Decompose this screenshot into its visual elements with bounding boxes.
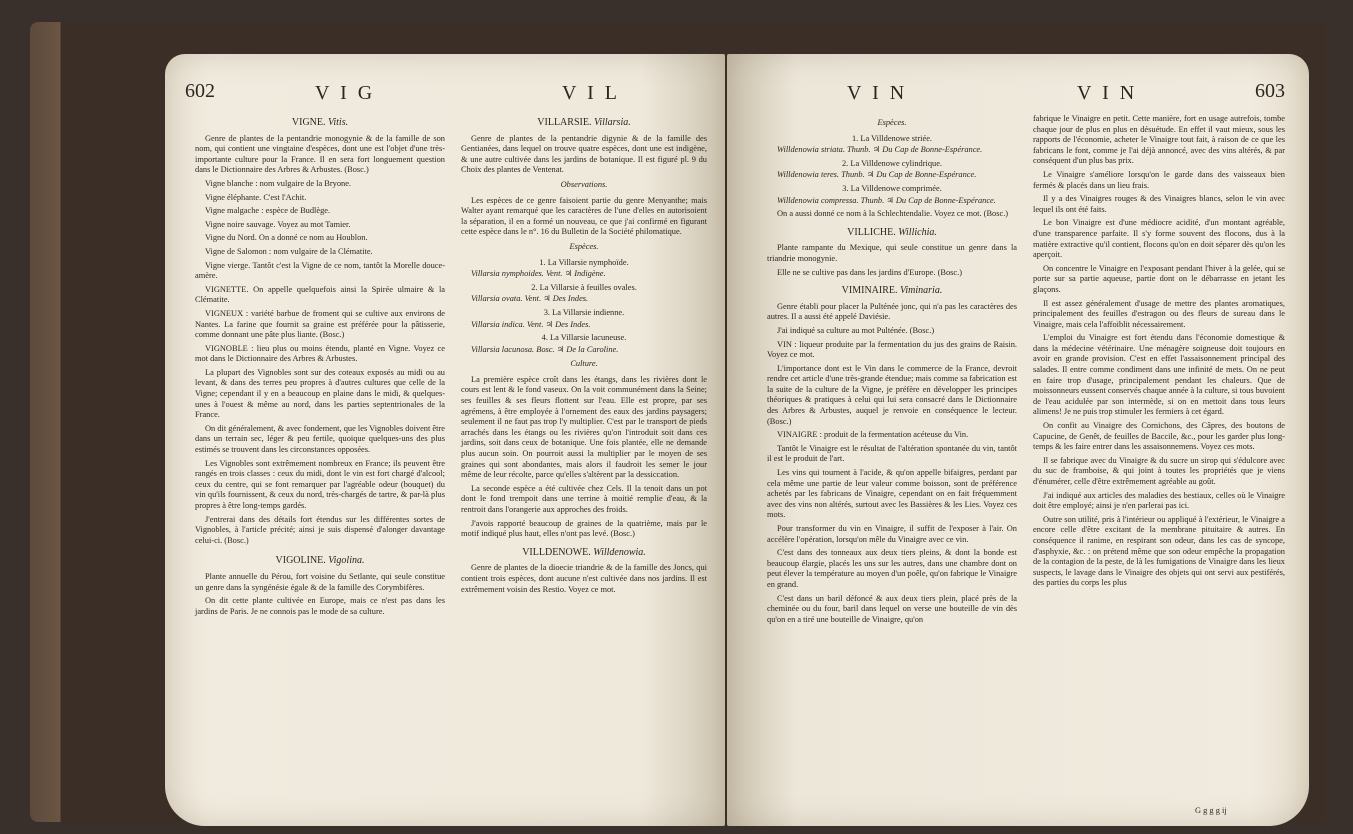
entry: Vigne malgache : espèce de Budlège. bbox=[205, 206, 331, 216]
paragraph: J'ai indiqué aux articles des maladies des bestiaux, celles où le Vinaigre doit être employé; ainsi je n'en parlerai pas ici. bbox=[1033, 490, 1285, 511]
species-latin: Villarsia ovata. Vent. ♃ Des Indes. bbox=[471, 294, 589, 304]
entry: Vigne éléphante. C'est l'Achit. bbox=[205, 192, 307, 202]
running-head: V I N bbox=[1077, 82, 1138, 104]
paragraph: La plupart des Vignobles sont sur des coteaux exposés au midi ou au levant, & dans des terres peu propres à d'autres cultures que celle de la Vigne; cependant il y en a beaucoup en plaine dans le midi, & quelques-unes à l'ouest & même au nord, dans les parties septentrionales de la France. bbox=[195, 367, 445, 420]
paragraph: Tantôt le Vinaigre est le résultat de l'altération spontanée du vin, tantôt il est le produit de l'art. bbox=[767, 443, 1017, 464]
right-column-2 bbox=[1033, 114, 1285, 592]
paragraph: On concentre le Vinaigre en l'exposant pendant l'hiver à la gelée, qui se porte sur sa partie aqueuse, partie dont on le débarrasse en jetant les glaçons. bbox=[1033, 263, 1285, 294]
right-page bbox=[727, 54, 1309, 826]
paragraph: Il se fabrique avec du Vinaigre & du sucre un sirop qui s'édulcore avec du suc de framboise, & qui joint à toutes les propriétés que je viens d'énumérer, celle d'être extrêmement agréable au goût. bbox=[1033, 455, 1285, 486]
entry: Vigne vierge. Tantôt c'est la Vigne de ce nom, tantôt la Morelle douce-amère. bbox=[195, 260, 445, 281]
species-item: 2. La Villarsie à feuilles ovales. bbox=[531, 282, 637, 292]
paragraph: Elle ne se cultive pas dans les jardins d'Europe. (Bosc.) bbox=[777, 267, 963, 277]
species-item: 1. La Villarsie nymphoïde. bbox=[539, 257, 629, 267]
running-head: V I N bbox=[847, 82, 908, 104]
species-item: 3. La Villdenowe comprimée. bbox=[842, 183, 942, 193]
paragraph: L'importance dont est le Vin dans le commerce de la France, devroit rendre cet article d'une très-grande étendue; mais comme sa fabrication est la suite de la culture de la Vigne, je préfère en développer les principes théoriques & pratiques à celui qui lui sera consacré dans le Dictionnaire des Arbres & Arbustes, auquel je renvoie en conséquence le lecteur. (Bosc.) bbox=[767, 363, 1017, 426]
species-latin: Villarsia indica. Vent. ♃ Des Indes. bbox=[471, 319, 591, 329]
paragraph: Plante annuelle du Pérou, fort voisine du Setlante, qui seule constitue un genre dans la syngénésie égale & de la famille des Corymbifères. bbox=[195, 571, 445, 592]
paragraph: Genre de plantes de la pentandrie monogynie & de la famille de son nom, qui contient une vingtaine d'espèces, dont une est l'objet d'une très-importante culture pour la France. Il en sera fort longuement question dans le Dictionnaire des Arbres & Arbustes. (Bosc.) bbox=[195, 133, 445, 175]
paragraph: On dit cette plante cultivée en Europe, mais ce n'est pas dans les jardins de Paris. Je ne connois pas le mode de sa culture. bbox=[195, 596, 445, 616]
entry-heading: VILLICHE. Willichia. bbox=[847, 226, 937, 238]
species-latin: Willdenowia compressa. Thunb. ♃ Du Cap de Bonne-Espérance. bbox=[777, 195, 996, 205]
entry-heading: VIGNE. Vitis. bbox=[291, 117, 349, 128]
paragraph: Genre de plantes de la dioecie triandrie & de la famille des Joncs, qui contient trois espèces, dont aucune n'est cultivée dans nos jardins. Il est extrêmement voisin des Restio. Voyez ce mot. bbox=[461, 563, 707, 594]
entry: Vigne blanche : nom vulgaire de la Bryone. bbox=[205, 178, 352, 188]
paragraph: On dit généralement, & avec fondement, que les Vignobles doivent être dans un terrain sec, léger & peu fertile, quoique quelques-uns des plus estimés se trouvent dans les circonstances opposées. bbox=[195, 423, 445, 455]
section-heading: Culture. bbox=[570, 359, 598, 369]
paragraph: Outre son utilité, pris à l'intérieur ou appliqué à l'extérieur, le Vinaigre a encore celle d'être excitant de la membrane pituitaire & autres. En conséquence il ranime, en respirant son odeur, dans les cas de syncope, d'asphyxie, &c. : on prétend même que son odeur empêche la propagation de la contagion de la peste, de là les fumigations de Vinaigre dans les lieux suspects, le lavage dans le Vinaigre des objets qui ont servi aux pestiférés, des parties du corps les plus bbox=[1033, 514, 1285, 588]
paragraph: Le Vinaigre s'améliore lorsqu'on le garde dans des vaisseaux bien fermés & placés dans un lieu frais. bbox=[1033, 169, 1285, 190]
species-item: 1. La Villdenowe striée. bbox=[851, 133, 933, 143]
section-heading: Espèces. bbox=[569, 241, 599, 251]
paragraph: Les vins qui tournent à l'acide, & qu'on appelle bifaigres, perdant par cela même une partie de leur valeur comme boisson, sont de préférence achetés par les fabricans de Vinaigre, cependant on en fait fréquemment avec des vins non altérés, surtout avec les Bassières & les Lies. Voyez ces mots. bbox=[767, 468, 1017, 520]
paragraph: J'ai indiqué sa culture au mot Pulténée. (Bosc.) bbox=[777, 325, 935, 335]
species-item: 3. La Villarsie indienne. bbox=[543, 307, 625, 317]
species-latin: Villarsia nymphoides. Vent. ♃ Indigène. bbox=[471, 269, 606, 279]
paragraph: J'entrerai dans des détails fort étendus sur les différentes sortes de Vignobles, à l'article précité; ainsi je suis dispensé d'alonger davantage celui-ci. (Bosc.) bbox=[195, 514, 445, 545]
entry: VIGNETTE. On appelle quelquefois ainsi la Spirée ulmaire & la Clématite. bbox=[195, 284, 445, 305]
entry-heading: VIMINAIRE. Viminaria. bbox=[841, 285, 943, 297]
species-latin: Willdenowia striata. Thunb. ♃ Du Cap de Bonne-Espérance. bbox=[777, 145, 983, 155]
paragraph: Genre de plantes de la pentandrie digynie & de la famille des Gentianées, dans lequel on trouve quatre espèces, dont une est indigène, & une autre cultivée dans les jardins de botanique. Il est figuré pl. 9 du Choix des plantes de Ventenat. bbox=[461, 133, 707, 175]
paragraph: VINAIGRE : produit de la fermentation acéteuse du Vin. bbox=[777, 430, 969, 440]
entry: VIGNEUX : variété barbue de froment qui se cultive aux environs de Nantes. La farine que fournit sa graine est préférée pour la pâtisserie, comme donnant une pâte plus liante. (Bosc.) bbox=[195, 308, 445, 340]
species-item: 4. La Villarsie lacuneuse. bbox=[541, 333, 627, 343]
paragraph: Le bon Vinaigre est d'une médiocre acidité, d'un montant agréable, d'une transparence parfaite. Il s'y forme souvent des flocons, dus à la matière extractive qu'il contient, flocons qu'on en doit séparer dès qu'on les aperçoit. bbox=[1033, 218, 1285, 260]
entry-heading: VILLARSIE. Villarsia. bbox=[537, 117, 631, 128]
entry: Vigne noire sauvage. Voyez au mot Tamier. bbox=[205, 219, 351, 229]
species-latin: Villarsia lacunosa. Bosc. ♃ De la Caroline. bbox=[471, 344, 619, 354]
section-heading: Observations. bbox=[560, 179, 608, 189]
left-column-2 bbox=[461, 114, 707, 598]
paragraph: C'est dans un baril défoncé & aux deux tiers plein, placé près de la cheminée ou du four, baril dans lequel on verse une bouteille de vin dès qu'on en a tiré une bouteille de Vinaigre, qu'on bbox=[767, 593, 1017, 624]
entry-heading: VILLDENOWE. Willdenowia. bbox=[522, 546, 646, 558]
section-heading: Espèces. bbox=[877, 118, 907, 127]
paragraph: Les espèces de ce genre faisoient partie du genre Menyanthe; mais Walter ayant remarqué que les caractères de l'une d'elles en autorisoient la séparation, il en a formé un nouveau, ce que j'ai confirmé en figurant cette espèce dans le n°. 16 du Bulletin de la Société philomatique. bbox=[461, 195, 707, 237]
page-number: 603 bbox=[1255, 80, 1285, 102]
paragraph: VIN : liqueur produite par la fermentation du jus des grains de Raisin. Voyez ce mot. bbox=[767, 339, 1017, 360]
paragraph: La seconde espèce a été cultivée chez Cels. Il la tenoit dans un pot dont le fond trempoit dans une terrine à moitié remplie d'eau, & la rentroit dans l'orangerie aux approches des froids. bbox=[461, 483, 707, 514]
signature-mark: G g g g ij bbox=[1195, 806, 1227, 815]
entry: Vigne de Salomon : nom vulgaire de la Clématite. bbox=[205, 246, 373, 256]
left-column-1 bbox=[195, 114, 445, 620]
paragraph: C'est dans des tonneaux aux deux tiers pleins, & dont la bonde est beaucoup élargie, placés les uns sur les autres, dans une chambre dont on peut élever la température au moyen d'un poêle, qu'on fabrique le Vinaigre en grand. bbox=[767, 548, 1017, 589]
right-column-1 bbox=[767, 114, 1017, 628]
paragraph: Plante rampante du Mexique, qui seule constitue un genre dans la triandrie monogynie. bbox=[767, 243, 1017, 263]
paragraph: La première espèce croît dans les étangs, dans les rivières dont le cours est lent & le fond vaseux. On la voit communément dans la Seine; ses feuilles & ses fleurs flottent sur l'eau. Elle est propre, par ses agrémens, à être employée à l'ornement des eaux des jardins paysagers; seulement il ne faut pas trop l'y multiplier. C'est par le transport de pieds arrachés dans les étangs ou les rivières qu'on l'introduit soit dans ces jardins, soit dans ceux de botanique. Une fois plantée, elle ne demande plus aucun soin. On pourroit aussi la multiplier par le moyen de ses graines qui sont abondantes, mais alors il faudroit les semer le jour même de leur récolte, parce qu'elles s'altèrent par la dessiccation. bbox=[461, 374, 707, 480]
entry: Vigne du Nord. On a donné ce nom au Houblon. bbox=[205, 233, 368, 243]
paragraph: J'avois rapporté beaucoup de graines de la quatrième, mais par le motif indiqué plus haut, elles n'ont pas levé. (Bosc.) bbox=[461, 518, 707, 539]
running-head-right: V I L bbox=[562, 82, 620, 104]
page-number: 602 bbox=[185, 80, 215, 102]
paragraph: Les Vignobles sont extrêmement nombreux en France; ils peuvent être rangés en trois classes : ceux du midi, dont le vin est fort chargé d'alcool; ceux du centre, qui se font remarquer par l'agréable odeur (bouquet) du vin qu'ils fournissent, & ceux du nord, très-chargés de tartre, & par-là plus propres à être long-temps gardés. bbox=[195, 458, 445, 510]
paragraph: Il est assez généralement d'usage de mettre des plantes aromatiques, principalement des feuilles d'estragon ou des fleurs de sureau dans le Vinaigre, mais cela l'affoiblit nécessairement. bbox=[1033, 298, 1285, 329]
paragraph: On a aussi donné ce nom à la Schlechtendalie. Voyez ce mot. (Bosc.) bbox=[777, 209, 1009, 219]
paragraph: On confit au Vinaigre des Cornichons, des Câpres, des boutons de Capucine, de Genêt, de feuilles de Baccile, &c., pour les garder plus long-temps & les faire entrer dans les assaisonnemens. Voyez ces mots. bbox=[1033, 421, 1285, 452]
entry-heading: VIGOLINE. Vigolina. bbox=[275, 555, 365, 567]
paragraph: Pour transformer du vin en Vinaigre, il suffit de l'exposer à l'air. On accélère l'opération, lorsqu'on mêle du Vinaigre avec ce vin. bbox=[767, 524, 1017, 544]
species-item: 2. La Villdenowe cylindrique. bbox=[841, 158, 943, 168]
left-page bbox=[165, 54, 725, 826]
paragraph: fabrique le Vinaigre en petit. Cette manière, fort en usage autrefois, tombe chaque jour de plus en plus en désuétude. En effet il vaut mieux, sous les rapports de l'économie, acheter le Vinaigre tout fait, à raison de ce que les fabricans le font, comme je l'ai déjà annoncé, avec des vins altérés, & par conséquent d'un plus bas prix. bbox=[1033, 114, 1285, 166]
book-spread bbox=[30, 22, 1326, 822]
entry: VIGNOBLE : lieu plus ou moins étendu, planté en Vigne. Voyez ce mot dans le Dictionnaire des Arbres & Arbustes. bbox=[195, 343, 445, 364]
paragraph: Il y a des Vinaigres rouges & des Vinaigres blancs, selon le vin avec lequel ils ont été faits. bbox=[1033, 194, 1285, 214]
species-latin: Willdenowia teres. Thunb. ♃ Du Cap de Bonne-Espérance. bbox=[777, 170, 977, 180]
running-head: V I G bbox=[315, 82, 376, 104]
paragraph: L'emploi du Vinaigre est fort étendu dans l'économie domestique & dans la médecine vétérinaire. Une ménagère soigneuse doit toujours en avoir en grande provision. C'est en effet l'assaisonnement principal des salades. Il entre comme condiment dans une infinité de mets. On ne peut en faire trop d'usage, principalement pendant les chaleurs. Que de moissonneurs eussent conservés chaque année à la culture, si tous buvoient de l'eau acidulée par son intermède, si on en mettoit dans tous leurs alimens! Je ne puis trop stimuler les fermiers à cet égard. bbox=[1033, 333, 1285, 417]
paragraph: Genre établi pour placer la Pulténée jonc, qui n'a pas les caractères des autres. Il a aussi été appelé Daviésie. bbox=[767, 301, 1017, 322]
